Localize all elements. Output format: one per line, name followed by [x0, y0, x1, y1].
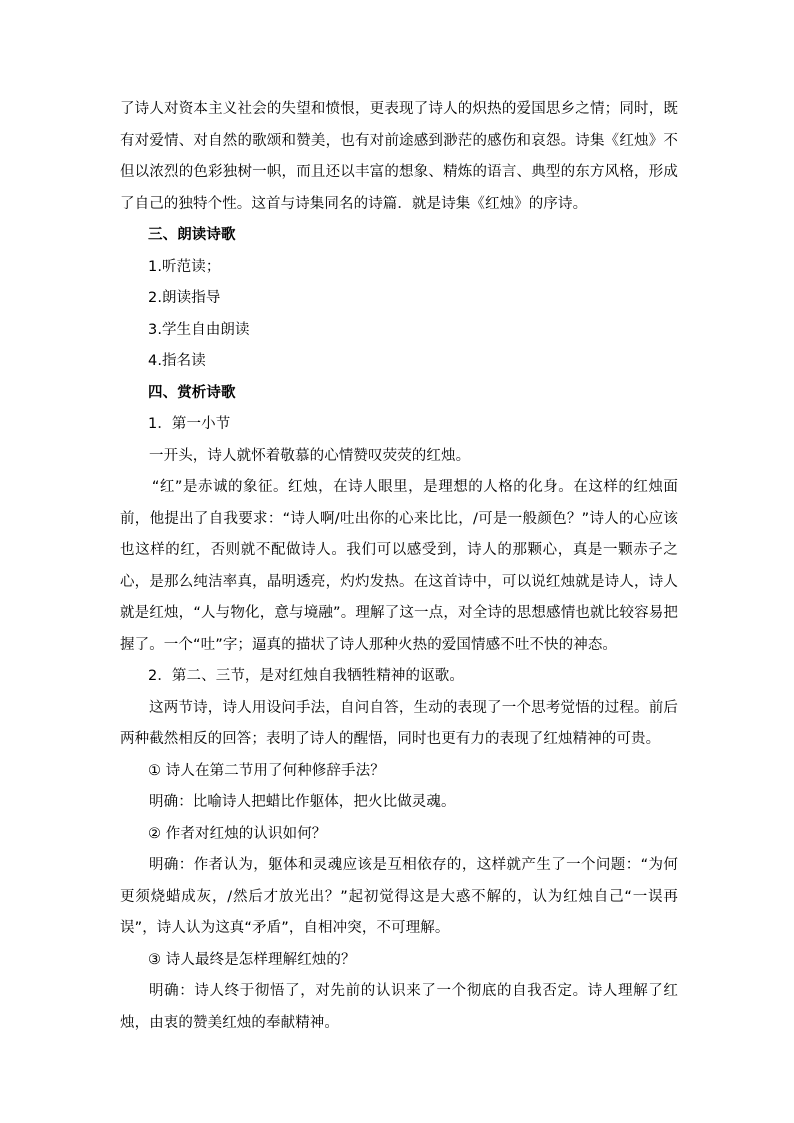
subsection-heading: 2．第二、三节，是对红烛自我牺牲精神的讴歌。 — [148, 668, 464, 684]
section-heading-analysis: 四、赏析诗歌 — [148, 384, 236, 401]
answer-paragraph: 明确：作者认为，躯体和灵魂应该是互相依存的，这样就产生了一个问题：“为何更须烧蜡成灰，/然后才放光出？”起初觉得这是大惑不解的，认为红烛自己“一误再误”，诗人认为这真“矛盾”，自相冲突，不可理解。 — [120, 857, 678, 936]
answer-paragraph: 明确：诗人终于彻悟了，对先前的认识来了一个彻底的自我否定。诗人理解了红烛，由衷的赞美红烛的奉献精神。 — [120, 983, 678, 1031]
list-item: 2.朗读指导 — [148, 290, 221, 306]
body-paragraph: 一开头，诗人就怀着敬慕的心情赞叹荧荧的红烛。 — [149, 447, 471, 464]
section-heading-reading: 三、朗读诗歌 — [148, 227, 236, 243]
intro-paragraph: 了诗人对资本主义社会的失望和愤恨，更表现了诗人的炽热的爱国思乡之情；同时，既有对爱情、对自然的歌颂和赞美，也有对前途感到渺茫的感伤和哀怨。诗集《红烛》不但以浓烈的色彩独树一帜，而且还以丰富的想象、精炼的语言、典型的东方风格，形成了自己的独特个性。这首与诗集同名的诗篇．就是诗集《红烛》的序诗。 — [120, 101, 678, 212]
body-paragraph: 这两节诗，诗人用设问手法，自问自答，生动的表现了一个思考觉悟的过程。前后两种截然相反的回答；表明了诗人的醒悟，同时也更有力的表现了红烛精神的可贵。 — [120, 699, 678, 747]
question-item: ② 作者对红烛的认识如何？ — [148, 825, 327, 842]
document-body — [120, 94, 678, 1039]
answer-paragraph: 明确：比喻诗人把蜡比作躯体，把火比做灵魂。 — [149, 794, 456, 810]
body-paragraph: “红”是赤诚的象征。红烛，在诗人眼里，是理想的人格的化身。在这样的红烛面前，他提出了自我要求：“诗人啊/吐出你的心来比比，/可是一般颜色？”诗人的心应该也这样的红，否则就不配做诗人。我们可以感受到，诗人的那颗心，真是一颗赤子之心，是那么纯洁率真，晶明透亮，灼灼发热。在这首诗中，可以说红烛就是诗人，诗人就是红烛，“人与物化，意与境融”。理解了这一点，对全诗的思想感情也就比较容易把握了。一个“吐”字；逼真的描状了诗人那种火热的爱国情感不吐不快的神态。 — [120, 479, 678, 653]
question-item: ③ 诗人最终是怎样理解红烛的？ — [148, 951, 356, 968]
list-item: 3.学生自由朗读 — [148, 321, 250, 338]
question-item: ① 诗人在第二节用了何种修辞手法？ — [148, 762, 385, 779]
subsection-heading: 1．第一小节 — [148, 416, 231, 432]
list-item: 4.指名读 — [148, 353, 206, 369]
list-item: 1.听范读； — [148, 258, 221, 275]
